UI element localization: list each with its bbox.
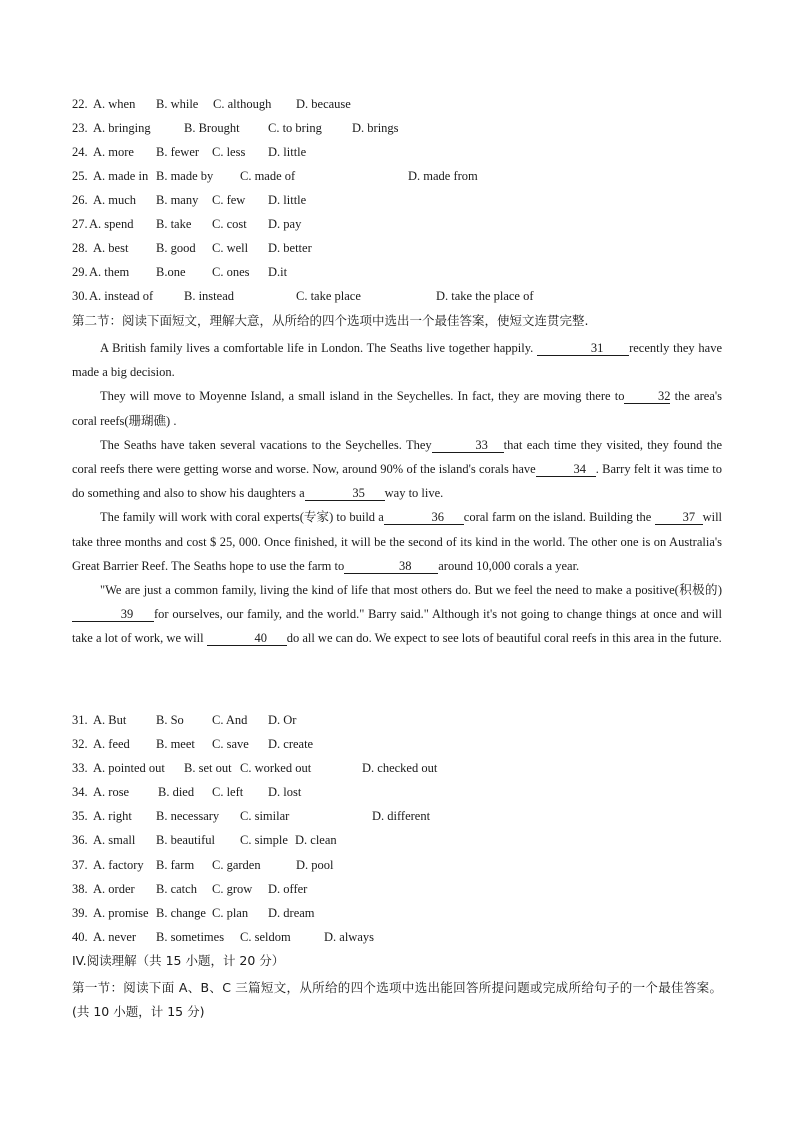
option-b: B. farm [156, 858, 195, 872]
option-a: A. small [93, 833, 136, 847]
question-number: 27. [72, 217, 88, 231]
option-d: D. create [268, 737, 314, 751]
option-d: D. offer [268, 882, 308, 896]
question-number: 40. [72, 930, 88, 944]
passage-text: way to live. [384, 486, 444, 501]
option-b: B. many [156, 193, 199, 207]
option-d: D. checked out [362, 761, 438, 775]
question-22 [72, 96, 351, 112]
question-number: 22. [72, 97, 88, 111]
blank-34[interactable]: 34 [536, 462, 596, 477]
passage-text: around 10,000 corals a year. [438, 558, 580, 573]
passage-text: for ourselves, our family, and the world." Barry said." Although it's not going to change things at once and will take a lot of work, we will [72, 607, 722, 646]
question-34 [72, 784, 302, 800]
section-4-instructions: 第一节：阅读下面 A、B、C 三篇短文，从所给的四个选项中选出能回答所提问题或完成所给句子的一个最佳答案。(共 10 小题，计 15 分) [72, 980, 722, 1019]
question-number: 33. [72, 761, 88, 775]
question-35 [72, 808, 431, 824]
passage-text: recently they have made a big decision. [72, 341, 723, 380]
question-number: 29. [72, 265, 88, 279]
option-d: D. always [324, 930, 374, 944]
question-number: 26. [72, 193, 88, 207]
question-31 [72, 712, 297, 728]
option-a: A. order [93, 882, 135, 896]
option-c: C. to bring [268, 121, 322, 135]
passage-text: that each time they visited, they found the coral reefs there were getting worse and worse. Now, around 90% of the island's corals have [72, 437, 722, 477]
option-c: C. similar [240, 809, 290, 823]
option-a: A. more [93, 145, 134, 159]
question-number: 34. [72, 785, 88, 799]
question-30 [72, 288, 534, 304]
passage-text: do all we can do. We expect to see lots of beautiful coral reefs in this area in the future. [286, 631, 722, 646]
blank-38[interactable]: 38 [344, 559, 438, 574]
option-a: A. much [93, 193, 137, 207]
option-c: C. garden [212, 858, 261, 872]
option-d: D. different [372, 809, 431, 823]
question-24 [72, 144, 307, 160]
question-number: 35. [72, 809, 88, 823]
question-27 [72, 216, 302, 232]
question-33 [72, 760, 438, 776]
passage-paragraph-2 [72, 384, 722, 432]
passage-text: A British family lives a comfortable life in London. The Seaths live together happily. [100, 341, 534, 355]
option-c: C. cost [212, 217, 247, 231]
option-c: C. plan [212, 906, 249, 920]
option-a: A. feed [93, 737, 130, 751]
question-number: 39. [72, 906, 88, 920]
option-c: C. And [212, 713, 248, 727]
option-a: A. made in [93, 169, 149, 183]
passage-text: They will move to Moyenne Island, a small island in the Seychelles. In fact, they are moving there to [100, 389, 625, 404]
option-b: B. died [158, 785, 195, 799]
option-d: D. better [268, 241, 312, 255]
question-36 [72, 832, 337, 848]
option-d: D. Or [268, 713, 297, 727]
option-b: B. good [156, 241, 196, 255]
option-a: A. never [93, 930, 137, 944]
option-c: C. worked out [240, 761, 312, 775]
blank-35[interactable]: 35 [305, 486, 385, 501]
option-b: B. necessary [156, 809, 220, 823]
question-number: 37. [72, 858, 88, 872]
option-a: A. right [93, 809, 132, 823]
blank-32[interactable]: 32 [624, 389, 670, 404]
option-c: C. save [212, 737, 249, 751]
question-23 [72, 120, 399, 136]
option-c: C. less [212, 145, 246, 159]
question-37 [72, 857, 334, 873]
option-b: B. catch [156, 882, 197, 896]
passage-text: will take three months and cost $ 25, 000. Once finished, it will be the second of its kind in the world. The other one is on Australia's Great Barrier Reef. The Seaths hope to use the farm to [72, 510, 723, 573]
option-b: B. Brought [184, 121, 240, 135]
blank-33[interactable]: 33 [432, 438, 504, 453]
question-32 [72, 736, 314, 752]
option-d: D. take the place of [436, 289, 534, 303]
option-c: C. simple [240, 833, 288, 847]
question-number: 23. [72, 121, 88, 135]
question-40 [72, 929, 374, 945]
option-d: D. pay [268, 217, 302, 231]
question-number: 30. [72, 289, 88, 303]
option-d: D. little [268, 145, 307, 159]
section-4-heading: IV.阅读理解（共 15 小题，计 20 分） [72, 953, 285, 968]
question-26 [72, 192, 307, 208]
question-28 [72, 240, 312, 256]
question-29 [72, 264, 288, 280]
option-b: B. made by [156, 169, 214, 183]
question-number: 38. [72, 882, 88, 896]
option-a: A. rose [93, 785, 130, 799]
blank-31[interactable]: 31 [537, 341, 629, 356]
passage-text: The Seaths have taken several vacations to the Seychelles. They [100, 437, 432, 452]
question-38 [72, 881, 308, 897]
option-c: C. although [213, 97, 272, 111]
option-c: C. ones [212, 265, 250, 279]
blank-40[interactable]: 40 [207, 631, 287, 646]
option-c: C. well [212, 241, 249, 255]
section-2-heading: 第二节：阅读下面短文，理解大意，从所给的四个选项中选出一个最佳答案，使短文连贯完整. [72, 313, 589, 328]
option-b: B. set out [184, 761, 232, 775]
option-c: C. take place [296, 289, 361, 303]
option-a: A. best [93, 241, 129, 255]
option-d: D. lost [268, 785, 302, 799]
option-b: B. meet [156, 737, 195, 751]
question-number: 32. [72, 737, 88, 751]
option-a: A. spend [89, 217, 134, 231]
option-a: A. them [89, 265, 130, 279]
question-number: 25. [72, 169, 88, 183]
option-b: B. take [156, 217, 192, 231]
option-b: B. sometimes [156, 930, 225, 944]
blank-37[interactable]: 37 [655, 510, 703, 525]
passage-paragraph-4 [72, 505, 722, 578]
passage-text: coral farm on the island. Building the [463, 510, 652, 525]
question-number: 36. [72, 833, 88, 847]
option-d: D. brings [352, 121, 399, 135]
passage-text: "We are just a common family, living the kind of life that most others do. But we feel the need to make a positive(积极的) [100, 583, 722, 598]
cloze-passage [72, 336, 722, 651]
passage-text: . Barry felt it was time to do something and also to show his daughters a [72, 462, 722, 501]
option-a: A. instead of [89, 289, 154, 303]
option-d: D. pool [296, 858, 334, 872]
option-d: D. made from [408, 169, 478, 183]
option-a: A. promise [93, 906, 149, 920]
option-b: B.one [156, 265, 186, 279]
blank-39[interactable]: 39 [72, 607, 154, 622]
option-d: D. because [296, 97, 351, 111]
option-a: A. when [93, 97, 136, 111]
option-d: D. dream [268, 906, 315, 920]
question-number: 24. [72, 145, 88, 159]
option-d: D. little [268, 193, 307, 207]
option-c: C. grow [212, 882, 253, 896]
passage-paragraph-3 [72, 433, 722, 506]
question-25 [72, 168, 478, 184]
passage-text: the area's coral reefs(珊瑚礁) . [72, 389, 722, 428]
option-c: C. seldom [240, 930, 291, 944]
question-39 [72, 905, 315, 921]
question-number: 28. [72, 241, 88, 255]
option-b: B. while [156, 97, 199, 111]
option-c: C. left [212, 785, 244, 799]
option-c: C. few [212, 193, 246, 207]
option-a: A. But [93, 713, 127, 727]
question-number: 31. [72, 713, 88, 727]
option-d: D.it [268, 265, 288, 279]
option-b: B. So [156, 713, 184, 727]
option-a: A. pointed out [93, 761, 165, 775]
passage-paragraph-5 [72, 578, 722, 651]
option-a: A. factory [93, 858, 144, 872]
option-b: B. change [156, 906, 206, 920]
passage-text: The family will work with coral experts(专家) to build a [100, 510, 384, 525]
option-b: B. instead [184, 289, 234, 303]
option-b: B. fewer [156, 145, 200, 159]
option-c: C. made of [240, 169, 296, 183]
option-a: A. bringing [93, 121, 151, 135]
option-b: B. beautiful [156, 833, 216, 847]
passage-paragraph-1 [72, 336, 722, 384]
blank-36[interactable]: 36 [384, 510, 464, 525]
option-d: D. clean [295, 833, 337, 847]
